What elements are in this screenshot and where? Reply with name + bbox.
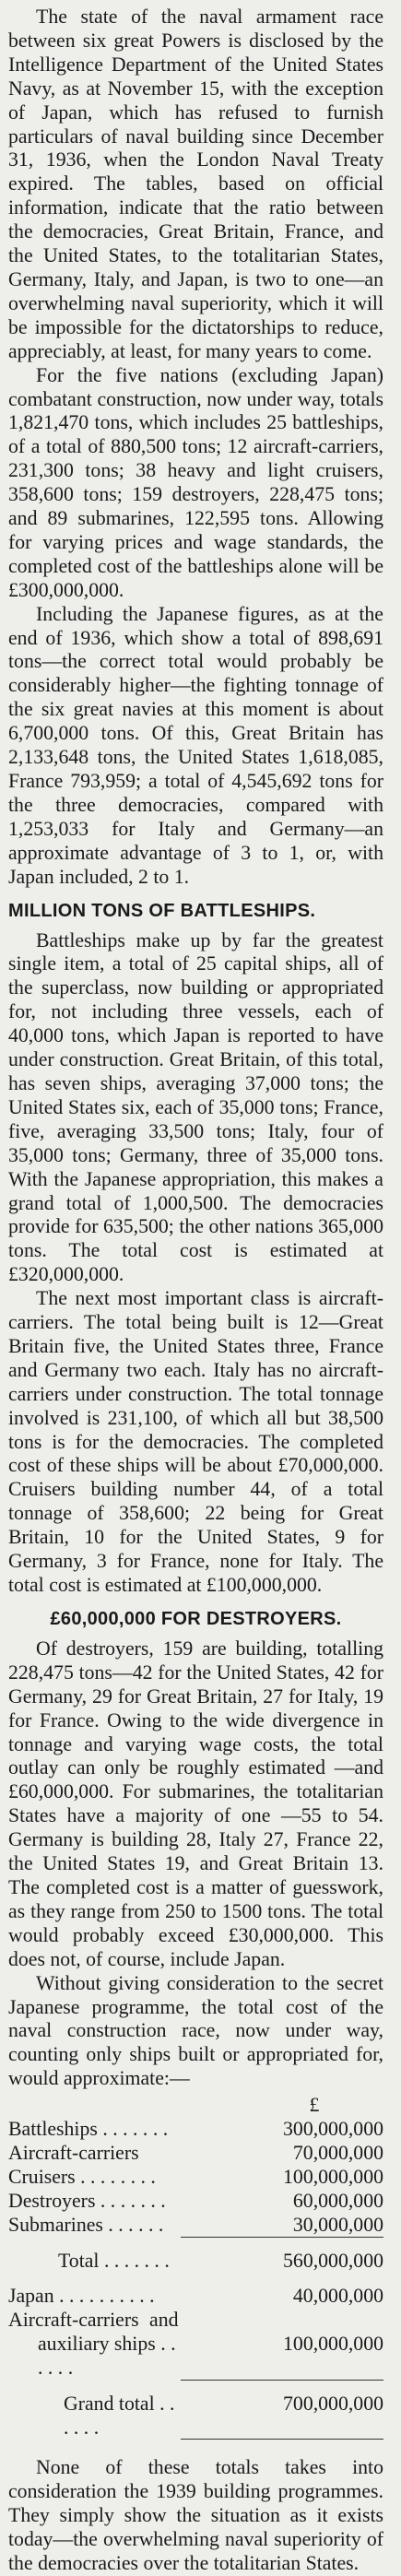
cost-amount: 70,000,000: [292, 2142, 383, 2165]
cost-row: [8, 2165, 383, 2189]
cost-amount: 30,000,000: [292, 2214, 383, 2237]
paragraph: Including the Japanese figures, as at the end of 1936, which show a total of 898,691 tons—the correct total would probably be considerably higher—the fighting tonnage of the six great navies at this moment is about 6,700,000 tons. Of this, Great Britain has 2,133,648 tons, the United States 1,618,085, France 793,959; a total of 4,545,692 tons for the three democracies, compared with 1,253,033 for Italy and Germany—an approximate advantage of 3 to 1, or, with Japan included, 2 to 1.: [8, 602, 383, 888]
total-label: Total: [58, 2250, 100, 2273]
aux-row-cont: [8, 2332, 383, 2380]
japan-amount: 40,000,000: [292, 2285, 383, 2308]
dot-leader: . . . . . .: [64, 2392, 175, 2439]
cost-label: Destroyers: [8, 2190, 96, 2213]
sum-rule: [181, 2238, 383, 2250]
cost-row: [8, 2141, 383, 2165]
aux-label-and: and: [149, 2309, 179, 2332]
cost-row: [8, 2189, 383, 2213]
aux-row: [8, 2308, 383, 2332]
cost-amount: 100,000,000: [283, 2166, 383, 2189]
sum-rule: [181, 2380, 383, 2392]
cost-amount: 300,000,000: [283, 2118, 383, 2141]
aux-amount: 100,000,000: [283, 2333, 383, 2356]
paragraph: Of destroyers, 159 are building, totalling 228,475 tons—42 for the United States, 42 for Germany, 29 for Great Britain, 27 for Italy, 19 for France. Owing to the wide divergence in tonnage and varying wage costs, the total outlay can only be roughly estimated —and £60,000,000. For submarines, the totalitarian States have a majority of one —55 to 54. Germany is building 28, Italy 27, France 22, the United States 19, and Great Britain 13. The completed cost is a matter of guesswork, as they range from 250 to 1500 tons. The total would probably exceed £30,000,000. This does not, of course, include Japan.: [8, 1637, 383, 1970]
cost-amount: 60,000,000: [292, 2190, 383, 2213]
dot-leader: . . . . . . .: [102, 2118, 169, 2141]
paragraph: Without giving consideration to the secret Japanese programme, the total cost of the naval construction race, now under way, counting only ships built or appropriated for, would approximate:—: [8, 1971, 383, 2090]
subheading-destroyers: £60,000,000 FOR DESTROYERS.: [50, 1608, 342, 1629]
cost-table: [8, 2093, 383, 2451]
grand-total-label: Grand total: [64, 2392, 155, 2415]
cost-row: [8, 2117, 383, 2141]
dot-leader: . . . . . .: [108, 2214, 164, 2237]
japan-label: Japan: [8, 2285, 54, 2308]
cost-label: Cruisers: [8, 2166, 76, 2189]
cost-label: Battleships: [8, 2118, 98, 2141]
paragraph: The next most important class is aircraft-carriers. The total being built is 12—Great Britain five, the United States three, France and Germany two each. Italy has no aircraft-carriers under construction. The total tonnage involved is 231,100, of which all but 38,500 tons is for the democracies. The completed cost of these ships will be about £70,000,000. Cruisers building number 44, of a total tonnage of 358,600; 22 being for Great Britain, 10 for the United States, 9 for Germany, 3 for France, none for Italy. The total cost is estimated at £100,000,000.: [8, 1287, 383, 1596]
sum-rule: [181, 2440, 383, 2452]
cost-row: [8, 2213, 383, 2238]
grand-total-row: [8, 2392, 383, 2440]
dot-leader: . . . . . . . . . .: [59, 2285, 155, 2308]
dot-leader: . . . . . . .: [100, 2190, 166, 2213]
cost-label: Submarines: [8, 2214, 103, 2237]
paragraph: None of these totals takes into consideration the 1939 building programmes. They simply show the situation as it exists today—the overwhelming naval superiority of the democracies over the totalitarian States.: [8, 2456, 383, 2574]
paragraph: Battleships make up by far the greatest single item, a total of 25 capital ships, all of the superclass, now building or appropriated for, not including three vessels, each of 40,000 tons, which Japan is reported to have under construction. Great Britain, of this total, has seven ships, averaging 37,000 tons; the United States six, each of 35,000 tons; France, five, averaging 33,500 tons; Italy, four of 35,000 tons; Germany, three of 35,000 tons. With the Japanese appropriation, this makes a grand total of 1,000,500. The democracies provide for 635,500; the other nations 365,000 tons. The total cost is estimated at £320,000,000.: [8, 928, 383, 1286]
total-row: [8, 2249, 383, 2273]
grand-total-amount: 700,000,000: [283, 2392, 383, 2415]
paragraph: For the five nations (excluding Japan) combatant construction, now under way, totals 1,821,470 tons, which includes 25 battleships, of a total of 880,500 tons; 12 aircraft-carriers, 231,300 tons; 38 heavy and light cruisers, 358,600 tons; 159 destroyers, 228,475 tons; and 89 submarines, 122,595 tons. Allowing for varying prices and wage standards, the completed cost of the battleships alone will be £300,000,000.: [8, 363, 383, 601]
currency-symbol: £: [309, 2094, 320, 2117]
dot-leader: . . . . . .: [38, 2333, 176, 2380]
cost-label: Aircraft-carriers: [8, 2142, 139, 2165]
subheading-battleships: MILLION TONS OF BATTLESHIPS.: [8, 900, 316, 921]
total-amount: 560,000,000: [283, 2250, 383, 2273]
dot-leader: . . . . . . . .: [80, 2166, 156, 2189]
paragraph: The state of the naval armament race between six great Powers is disclosed by the Intelligence Department of the United States Navy, as at November 15, with the exception of Japan, which has refused to furnish particulars of naval building since December 31, 1936, when the London Naval Treaty expired. The tables, based on official information, indicate that the ratio between the democracies, Great Britain, France, and the United States, to the totalitarian States, Germany, Italy, and Japan, is two to one—an overwhelming naval superiority, which it will be impossible for the dictatorships to reduce, appreciably, at least, for many years to come.: [8, 6, 383, 362]
dot-leader: . . . . . . .: [103, 2250, 170, 2273]
aux-label-cont: auxiliary ships: [38, 2333, 156, 2356]
japan-row: [8, 2284, 383, 2308]
aux-label: Aircraft-carriers: [8, 2309, 139, 2332]
